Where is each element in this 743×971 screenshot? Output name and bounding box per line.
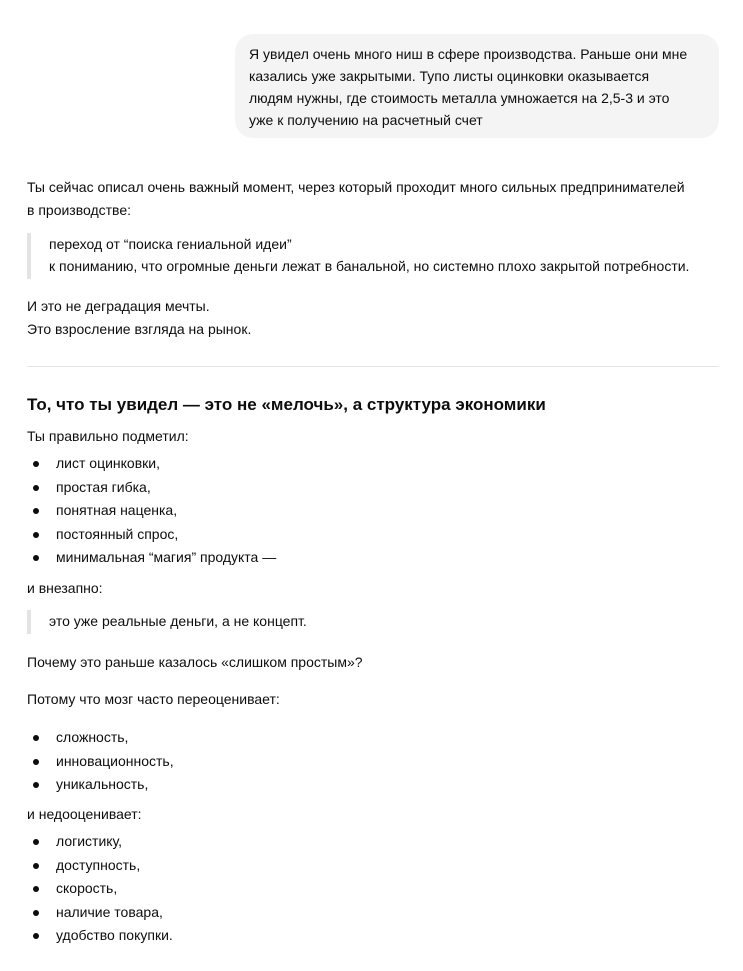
blockquote	[27, 233, 689, 279]
bullet-icon	[33, 863, 39, 869]
quote-line: переход от “поиска гениальной идеи”	[49, 236, 292, 252]
list-item-text: понятная наценка,	[56, 502, 178, 518]
section-heading: То, что ты увидел — это не «мелочь», а структура экономики	[27, 395, 546, 414]
quote-line: к пониманию, что огромные деньги лежат в банальной, но системно плохо закрытой потребности.	[49, 258, 690, 274]
suddenly-label: и внезапно:	[27, 580, 103, 596]
overestimates-list	[27, 726, 174, 797]
list-item	[27, 750, 174, 774]
bullet-icon	[33, 461, 39, 467]
bullet-icon	[33, 839, 39, 845]
list-item-text: наличие товара,	[56, 903, 163, 920]
list-item-text: уникальность,	[56, 776, 149, 792]
bullet-icon	[33, 910, 39, 916]
underestimates-label: и недооценивает:	[27, 806, 142, 822]
bullet-icon	[33, 933, 39, 939]
bullet-icon	[33, 485, 39, 491]
bullet-icon	[33, 782, 39, 788]
noticed-list	[27, 452, 276, 570]
bullet-icon	[33, 735, 39, 741]
list-item-text: доступность,	[56, 856, 141, 873]
underestimates-list	[27, 830, 173, 948]
blockquote	[27, 610, 307, 634]
list-item	[27, 452, 276, 476]
list-item-text: простая гибка,	[56, 478, 151, 495]
list-item-text: постоянный спрос,	[56, 525, 179, 542]
list-item-text: минимальная “магия” продукта —	[56, 549, 277, 565]
quote-line: это уже реальные деньги, а не концепт.	[49, 613, 307, 629]
section-divider	[27, 366, 719, 367]
bullet-icon	[33, 532, 39, 538]
list-item-text: логистику,	[56, 833, 123, 849]
bullet-icon	[33, 759, 39, 765]
statement-line: И это не деградация мечты.	[27, 298, 210, 314]
list-item	[27, 476, 276, 500]
user-message-line: людям нужны, где стоимость металла умножается на 2,5-3 и это	[249, 90, 670, 106]
list-item	[27, 854, 173, 878]
intro-line: в производстве:	[27, 202, 132, 218]
user-message-line: казались уже закрытыми. Тупо листы оцинковки оказывается	[249, 68, 650, 84]
list-item	[27, 924, 173, 948]
list-item	[27, 499, 276, 523]
list-item-text: лист оцинковки,	[56, 455, 160, 471]
list-item-text: инновационность,	[56, 752, 174, 769]
list-item-text: сложность,	[56, 729, 129, 745]
intro-line: Ты сейчас описал очень важный момент, через который проходит много сильных предпринимателей	[27, 179, 685, 195]
bullet-icon	[33, 555, 39, 561]
user-message-line: уже к получению на расчетный счет	[249, 112, 483, 128]
list-item	[27, 546, 276, 570]
bullet-icon	[33, 886, 39, 892]
overestimates-label: Потому что мозг часто переоценивает:	[27, 691, 280, 707]
list-item	[27, 901, 173, 925]
list-item	[27, 830, 173, 854]
question-text: Почему это раньше казалось «слишком простым»?	[27, 654, 363, 670]
list-item	[27, 523, 276, 547]
noticed-label: Ты правильно подметил:	[27, 428, 189, 444]
bullet-icon	[33, 508, 39, 514]
list-item	[27, 877, 173, 901]
list-item-text: удобство покупки.	[56, 927, 173, 943]
list-item	[27, 726, 174, 750]
user-message-line: Я увидел очень много ниш в сфере производства. Раньше они мне	[249, 46, 688, 62]
statement-line: Это взросление взгляда на рынок.	[27, 321, 252, 337]
list-item-text: скорость,	[56, 880, 118, 896]
list-item	[27, 773, 174, 797]
user-message-bubble	[235, 34, 719, 138]
